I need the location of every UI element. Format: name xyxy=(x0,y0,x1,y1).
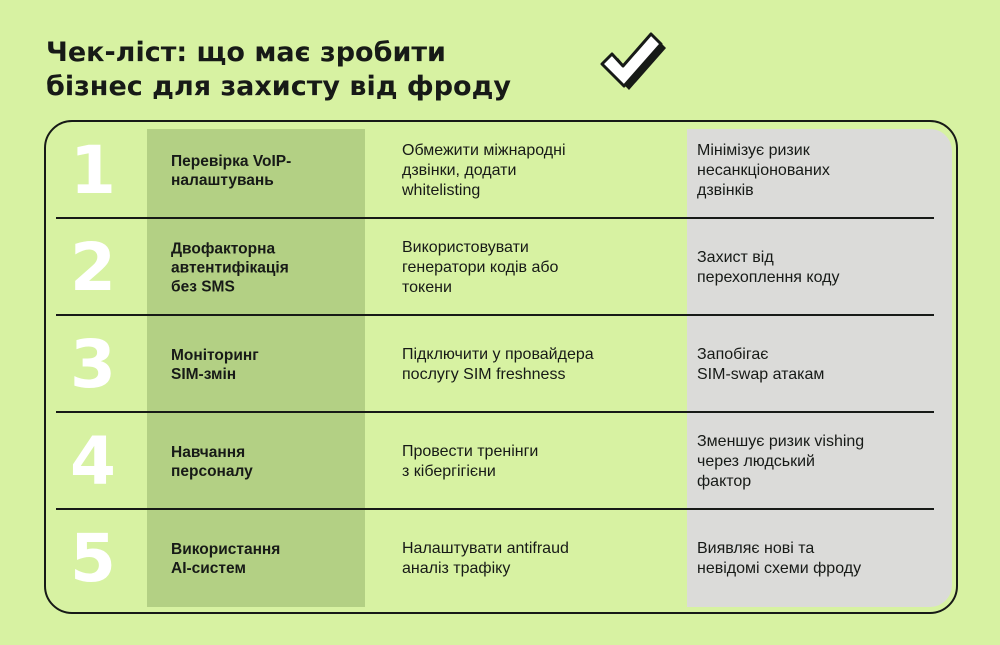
row-effect: Мінімізує ризик несанкціонованих дзвінків xyxy=(697,142,830,199)
checkmark-icon xyxy=(596,26,670,100)
row-action: Двофакторна автентифікація без SMS xyxy=(171,240,289,296)
table-row xyxy=(46,122,956,220)
table-row xyxy=(46,510,956,608)
checklist-table xyxy=(44,120,958,614)
row-action: Моніторинг SIM-змін xyxy=(171,347,259,383)
title-line: бізнес для захисту від фроду xyxy=(46,71,511,102)
row-effect: Захист від перехоплення коду xyxy=(697,249,840,286)
row-number: 3 xyxy=(70,326,116,403)
row-effect: Запобігає SIM-swap атакам xyxy=(697,346,825,383)
row-description: Налаштувати antifraud аналіз трафіку xyxy=(402,540,569,577)
page-title xyxy=(46,36,511,104)
row-number: 1 xyxy=(70,132,116,209)
row-effect: Зменшує ризик vishing через людський фактор xyxy=(697,433,865,490)
table-row xyxy=(46,219,956,317)
row-action: Навчання персоналу xyxy=(171,444,253,480)
row-action: Перевірка VoIP- налаштувань xyxy=(171,153,292,189)
row-number: 5 xyxy=(70,520,116,597)
title-line: Чек-ліст: що має зробити xyxy=(46,37,446,68)
row-description: Використовувати генератори кодів або токени xyxy=(402,239,559,296)
row-number: 4 xyxy=(70,423,116,500)
row-effect: Виявляє нові та невідомі схеми фроду xyxy=(697,540,862,577)
row-number: 2 xyxy=(70,229,116,306)
table-row xyxy=(46,316,956,414)
row-action: Використання AI-систем xyxy=(171,541,281,577)
row-description: Провести тренінги з кібергігієни xyxy=(402,443,539,480)
row-description: Обмежити міжнародні дзвінки, додати whitelisting xyxy=(402,142,566,199)
row-description: Підключити у провайдера послугу SIM freshness xyxy=(402,346,594,383)
table-row xyxy=(46,413,956,511)
